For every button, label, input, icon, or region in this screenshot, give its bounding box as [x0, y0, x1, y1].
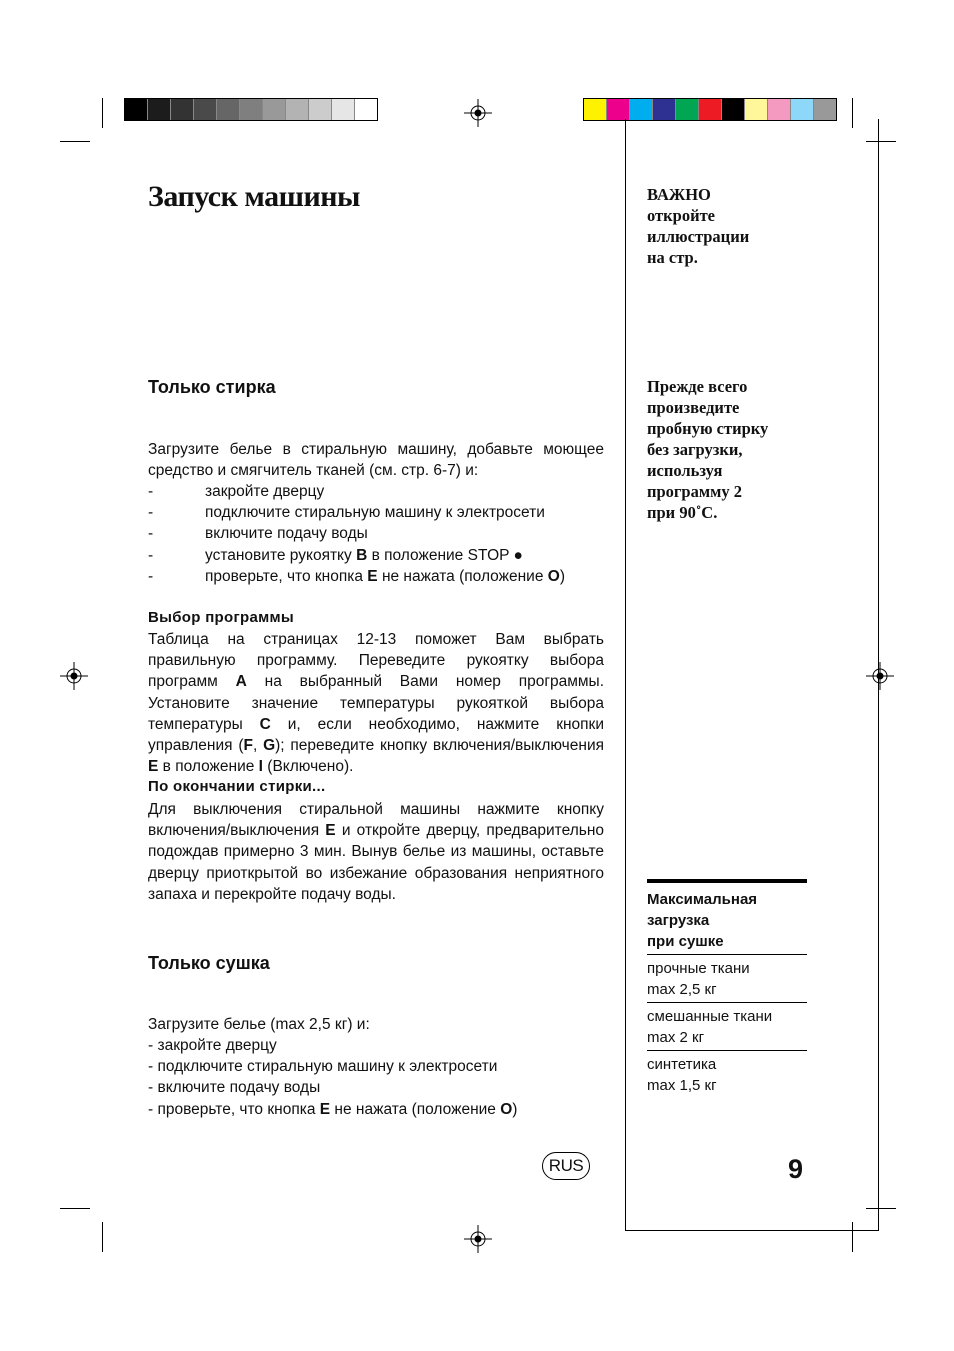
- step-text: установите рукоятку B в положение STOP ●: [205, 546, 523, 564]
- grayscale-bar: [124, 98, 378, 121]
- note-line: пробную стирку: [647, 419, 769, 438]
- note-line: на стр.: [647, 248, 698, 267]
- crop-mark: [60, 141, 90, 142]
- fabric-type: синтетика: [647, 1056, 717, 1073]
- color-swatch: [814, 99, 836, 120]
- program-select-text: Таблица на страницах 12-13 поможет Вам выбрать правильную программу. Переведите рукоятку выбора программ A на выбранный Вами номер программы. Установите значение температуры рукояткой выбора температуры C и, если необходимо, нажмите кнопки управления (F, G); переведите кнопку включения/выключения E в положение I (Включено).: [148, 631, 605, 776]
- language-badge: RUS: [542, 1152, 590, 1180]
- after-wash-text: Для выключения стиральной машины нажмите кнопку включения/выключения E и откройте дверцу, предварительно подождав примерно 3 мин. Вынув белье из машины, оставьте дверцу приоткрытой во избежание образования неприятного запаха и перекройте подачу воды.: [148, 801, 605, 903]
- list-dash: -: [148, 567, 154, 585]
- note-line: используя: [647, 461, 723, 480]
- color-swatch: [791, 99, 814, 120]
- color-swatch: [217, 99, 240, 120]
- color-swatch: [125, 99, 148, 120]
- list-dash: -: [148, 525, 154, 543]
- table-header: [647, 879, 807, 955]
- color-swatch: [745, 99, 768, 120]
- step-text: подключите стиральную машину к электросети: [205, 504, 545, 522]
- wash-only-intro: Загрузите белье в стиральную машину, добавьте моющее средство и смягчитель тканей (см. стр. 6-7) и:: [148, 441, 604, 480]
- color-swatch: [607, 99, 630, 120]
- color-swatch: [148, 99, 171, 120]
- max-load: max 2,5 кг: [647, 981, 717, 998]
- color-swatch: [194, 99, 217, 120]
- list-dash: -: [148, 504, 154, 522]
- list-item: [148, 502, 604, 523]
- color-swatch: [240, 99, 263, 120]
- note-line: программу 2: [647, 482, 742, 501]
- crop-mark: [102, 1222, 103, 1252]
- note-line: при 90˚С.: [647, 503, 718, 522]
- dry-only-intro: Загрузите белье (max 2,5 кг) и:: [148, 1016, 370, 1033]
- note-line: Прежде всего: [647, 377, 748, 396]
- crop-mark: [60, 1208, 90, 1209]
- color-swatch: [584, 99, 607, 120]
- step-text: закройте дверцу: [205, 483, 325, 500]
- list-item: - проверьте, что кнопка E не нажата (положение O): [148, 1100, 518, 1118]
- fabric-type: смешанные ткани: [647, 1008, 773, 1025]
- color-swatch: [768, 99, 791, 120]
- list-item: [148, 523, 604, 544]
- color-swatch: [171, 99, 194, 120]
- header-line: при сушке: [647, 933, 724, 950]
- crop-mark: [102, 98, 103, 128]
- step-text: проверьте, что кнопка E не нажата (положение O): [205, 567, 565, 585]
- color-swatch: [630, 99, 653, 120]
- registration-mark-icon: [60, 662, 88, 690]
- list-item: [148, 566, 604, 587]
- color-bar: [583, 98, 837, 121]
- page-number: 9: [788, 1154, 804, 1184]
- color-swatch: [653, 99, 676, 120]
- header-line: Максимальная: [647, 891, 758, 908]
- table-row: [647, 1003, 807, 1051]
- note-line: иллюстрации: [647, 227, 750, 246]
- color-swatch: [332, 99, 355, 120]
- color-swatch: [699, 99, 722, 120]
- table-row: [647, 1051, 807, 1098]
- note-line: произведите: [647, 398, 740, 417]
- header-line: загрузка: [647, 912, 710, 929]
- list-item: - включите подачу воды: [148, 1079, 321, 1097]
- color-swatch: [309, 99, 332, 120]
- dry-only-heading: Только сушка: [148, 953, 270, 973]
- list-dash: -: [148, 483, 154, 500]
- wash-only-steps: [148, 481, 604, 587]
- color-swatch: [722, 99, 745, 120]
- program-select-heading: Выбор программы: [148, 609, 295, 626]
- page-title: Запуск машины: [148, 180, 360, 213]
- color-swatch: [676, 99, 699, 120]
- test-run-note: [647, 376, 768, 523]
- fabric-type: прочные ткани: [647, 960, 750, 977]
- color-swatch: [286, 99, 309, 120]
- list-item: [148, 481, 604, 502]
- list-dash: -: [148, 546, 154, 564]
- note-line: без загрузки,: [647, 440, 743, 459]
- list-item: - закройте дверцу: [148, 1037, 277, 1054]
- max-load: max 1,5 кг: [647, 1077, 717, 1094]
- step-text: включите подачу воды: [205, 525, 368, 543]
- color-swatch: [263, 99, 286, 120]
- max-load: max 2 кг: [647, 1029, 705, 1046]
- list-item: - подключите стиральную машину к электросети: [148, 1058, 498, 1076]
- note-line: откройте: [647, 206, 716, 225]
- note-line: ВАЖНО: [647, 185, 711, 204]
- wash-only-heading: Только стирка: [148, 377, 276, 397]
- table-row: [647, 955, 807, 1003]
- color-swatch: [355, 99, 377, 120]
- after-wash-heading: По окончании стирки...: [148, 778, 326, 795]
- important-note: [647, 184, 749, 268]
- dry-only-steps: [148, 1035, 604, 1120]
- registration-mark-icon: [464, 1225, 492, 1253]
- registration-mark-icon: [464, 99, 492, 127]
- max-load-table: [647, 879, 807, 1098]
- list-item: [148, 545, 604, 566]
